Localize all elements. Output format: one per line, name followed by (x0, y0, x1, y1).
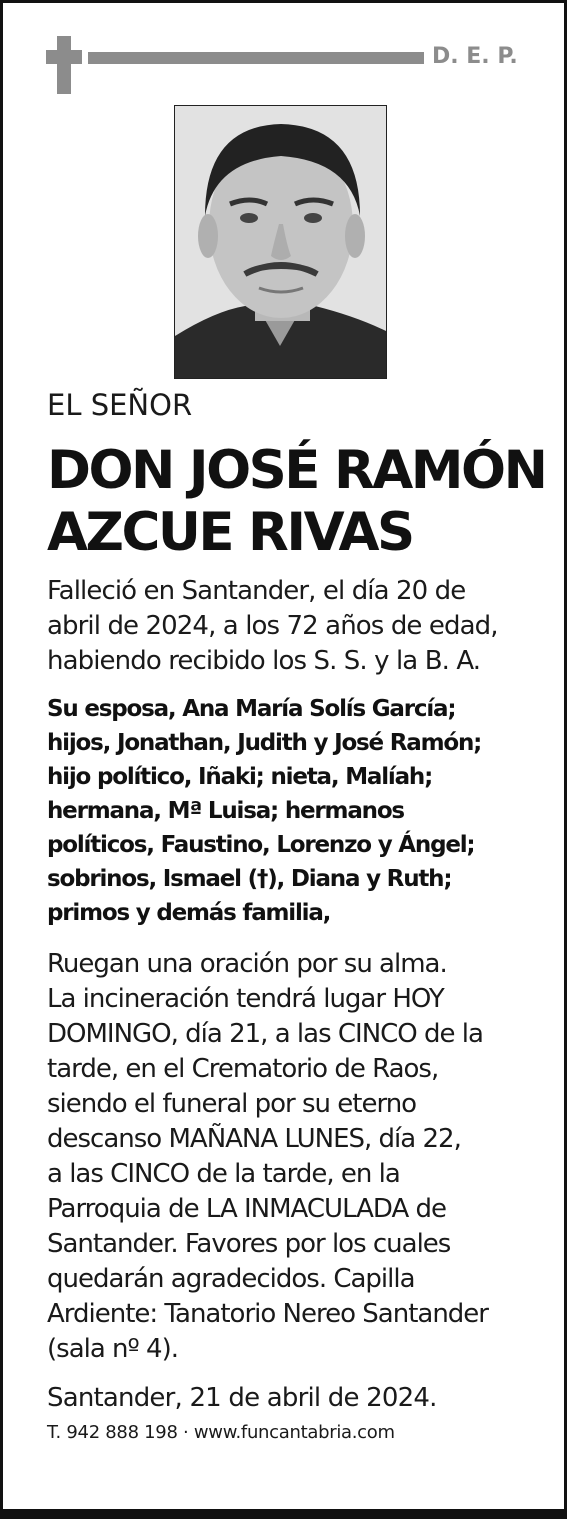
deceased-name (47, 440, 552, 564)
service-line: DOMINGO, día 21, a las CINCO de la (47, 1019, 483, 1049)
service-line: tarde, en el Crematorio de Raos, (47, 1054, 439, 1084)
contact-footer: T. 942 888 198 · www.funcantabria.com (47, 1422, 395, 1443)
frame-left-border (0, 0, 3, 1519)
closing-place-date: Santander, 21 de abril de 2024. (47, 1383, 437, 1413)
notice-line: Falleció en Santander, el día 20 de (47, 576, 466, 606)
service-line: siendo el funeral por su eterno (47, 1089, 417, 1119)
frame-top-border (0, 0, 567, 3)
service-line: Parroquia de LA INMACULADA de (47, 1194, 447, 1224)
family-list (47, 692, 552, 930)
family-line: primos y demás familia, (47, 900, 331, 926)
family-line: hijo político, Iñaki; nieta, Malíah; (47, 764, 433, 790)
dep-label: D. E. P. (432, 44, 518, 69)
service-line: Santander. Favores por los cuales (47, 1229, 451, 1259)
family-line: sobrinos, Ismael (†), Diana y Ruth; (47, 866, 452, 892)
service-line: descanso MAÑANA LUNES, día 22, (47, 1124, 461, 1154)
notice-line: habiendo recibido los S. S. y la B. A. (47, 646, 481, 676)
family-line: hermana, Mª Luisa; hermanos (47, 798, 404, 824)
intro-title: EL SEÑOR (47, 388, 193, 422)
service-line: a las CINCO de la tarde, en la (47, 1159, 400, 1189)
header-rule (88, 52, 424, 64)
portrait-photo (174, 105, 387, 379)
notice-line: abril de 2024, a los 72 años de edad, (47, 611, 498, 641)
family-line: hijos, Jonathan, Judith y José Ramón; (47, 730, 482, 756)
service-line: La incineración tendrá lugar HOY (47, 984, 444, 1014)
service-line: (sala nº 4). (47, 1334, 178, 1364)
portrait-photo-icon (175, 106, 386, 378)
frame-bottom-border (0, 1509, 567, 1519)
service-line: Ardiente: Tanatorio Nereo Santander (47, 1299, 488, 1329)
cross-horizontal-bar (46, 50, 82, 64)
death-notice (47, 574, 552, 679)
service-line: quedarán agradecidos. Capilla (47, 1264, 415, 1294)
cross-vertical-bar (57, 36, 71, 94)
service-line: Ruegan una oración por su alma. (47, 949, 447, 979)
family-line: Su esposa, Ana María Solís García; (47, 696, 456, 722)
service-details (47, 947, 552, 1367)
name-line: DON JOSÉ RAMÓN (47, 440, 546, 501)
family-line: políticos, Faustino, Lorenzo y Ángel; (47, 832, 475, 858)
name-line: AZCUE RIVAS (47, 502, 413, 563)
